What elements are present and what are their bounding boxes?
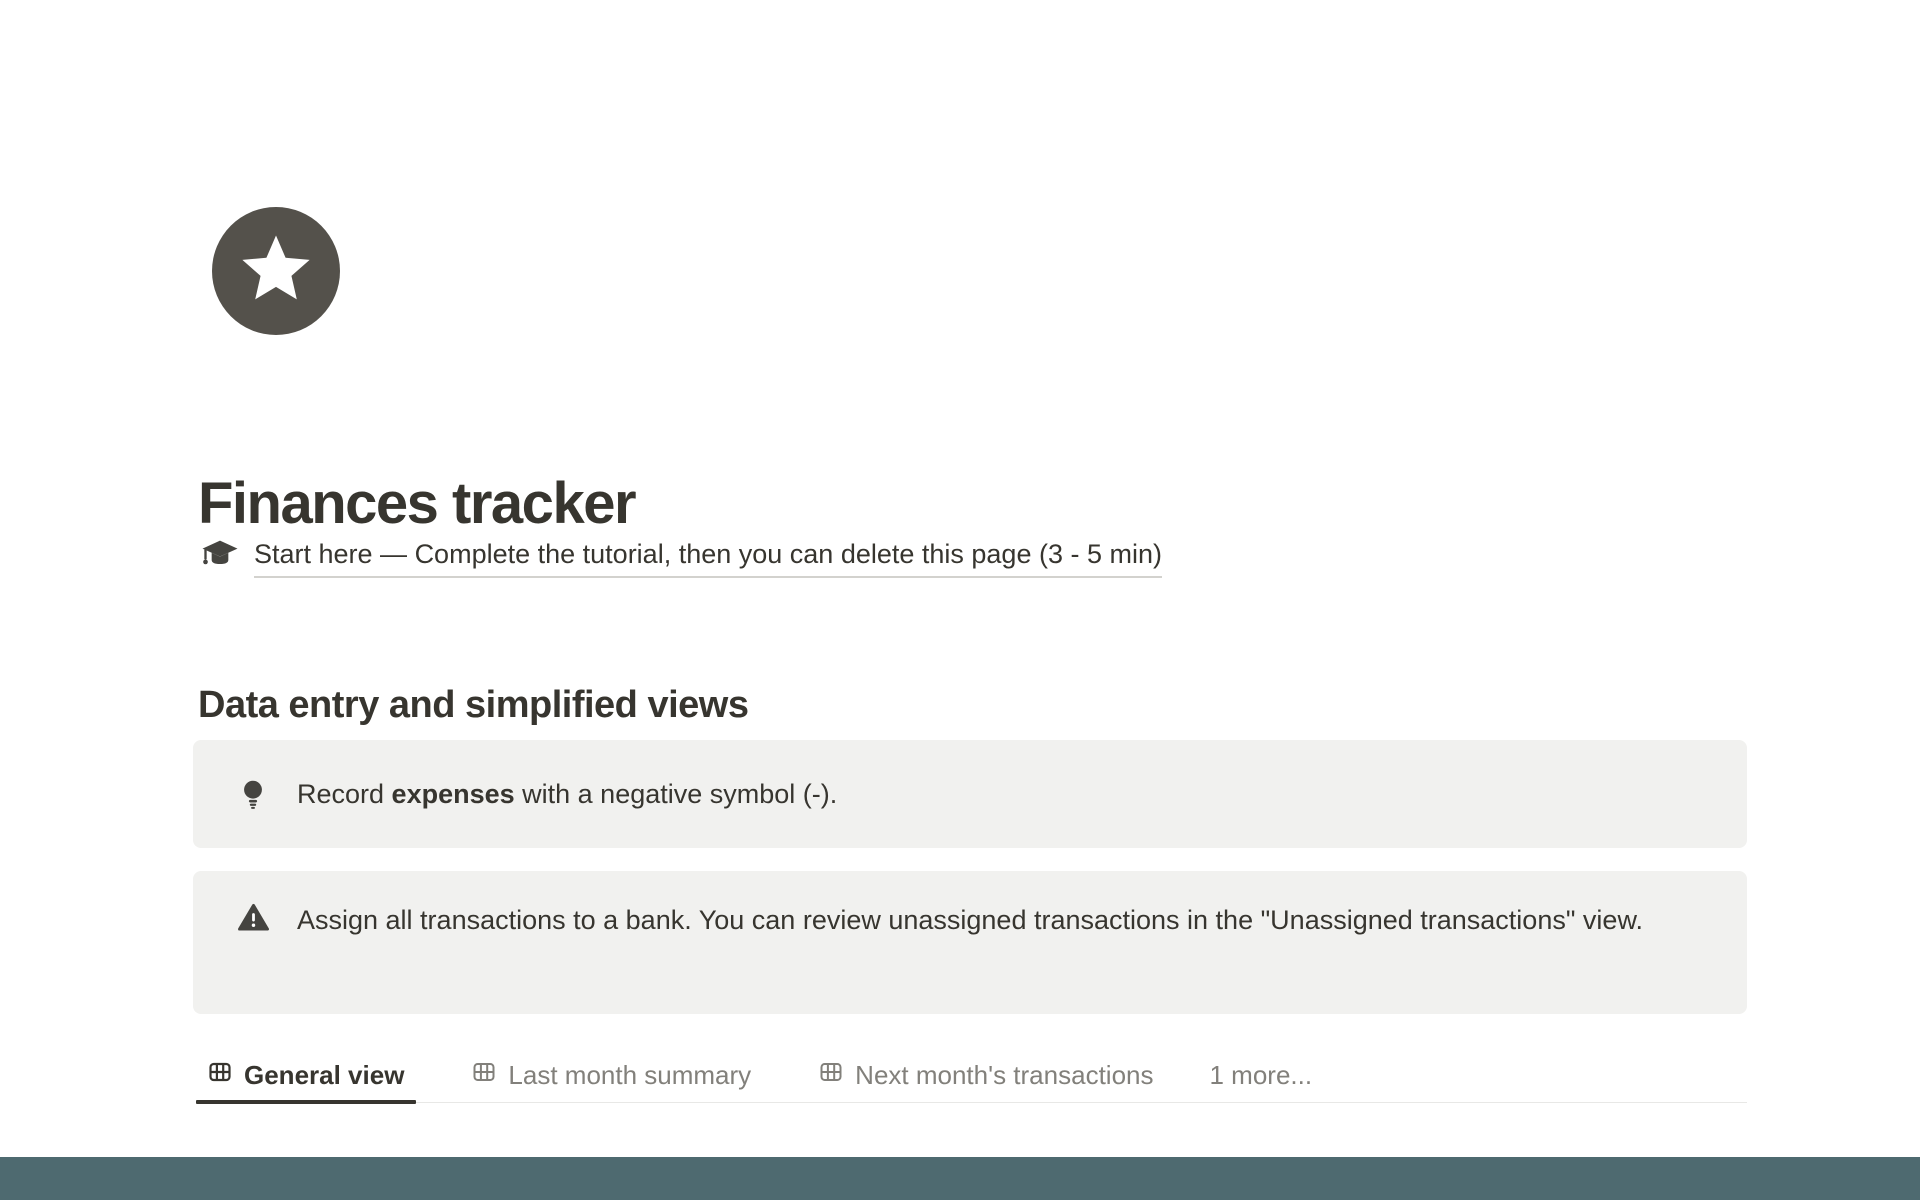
graduation-cap-icon: [200, 538, 240, 580]
star-icon: [237, 230, 315, 313]
table-icon: [819, 1060, 843, 1091]
view-tab-next-months-transactions[interactable]: [807, 1048, 1165, 1102]
callout-text: Record expenses with a negative symbol (-).: [297, 779, 838, 809]
section-heading-data-entry: Data entry and simplified views: [198, 683, 749, 726]
callout-bank-warning: [193, 871, 1747, 1014]
view-tab-label: General view: [244, 1059, 405, 1090]
callout-text: Assign all transactions to a bank. You can review unassigned transactions in the "Unassigned transactions" view.: [297, 905, 1643, 935]
tutorial-page-link[interactable]: Start here — Complete the tutorial, then you can delete this page (3 - 5 min): [254, 537, 1162, 578]
tutorial-link-row[interactable]: [200, 537, 1162, 580]
lightbulb-icon: [237, 779, 269, 810]
bottom-bar: [0, 1157, 1920, 1200]
page-title: Finances tracker: [198, 470, 636, 536]
database-view-tabs: [196, 1048, 1747, 1103]
table-icon: [472, 1060, 496, 1091]
warning-icon: [237, 903, 269, 932]
page-icon-button[interactable]: [212, 207, 340, 335]
table-icon: [208, 1060, 232, 1091]
view-tab-label: Last month summary: [508, 1059, 752, 1090]
view-tab-label: Next month's transactions: [855, 1059, 1154, 1090]
view-tab-last-month-summary[interactable]: [460, 1048, 763, 1102]
more-views-button[interactable]: 1 more...: [1209, 1059, 1313, 1090]
callout-expenses-tip: [193, 740, 1747, 848]
view-tab-general-view[interactable]: [196, 1048, 416, 1102]
